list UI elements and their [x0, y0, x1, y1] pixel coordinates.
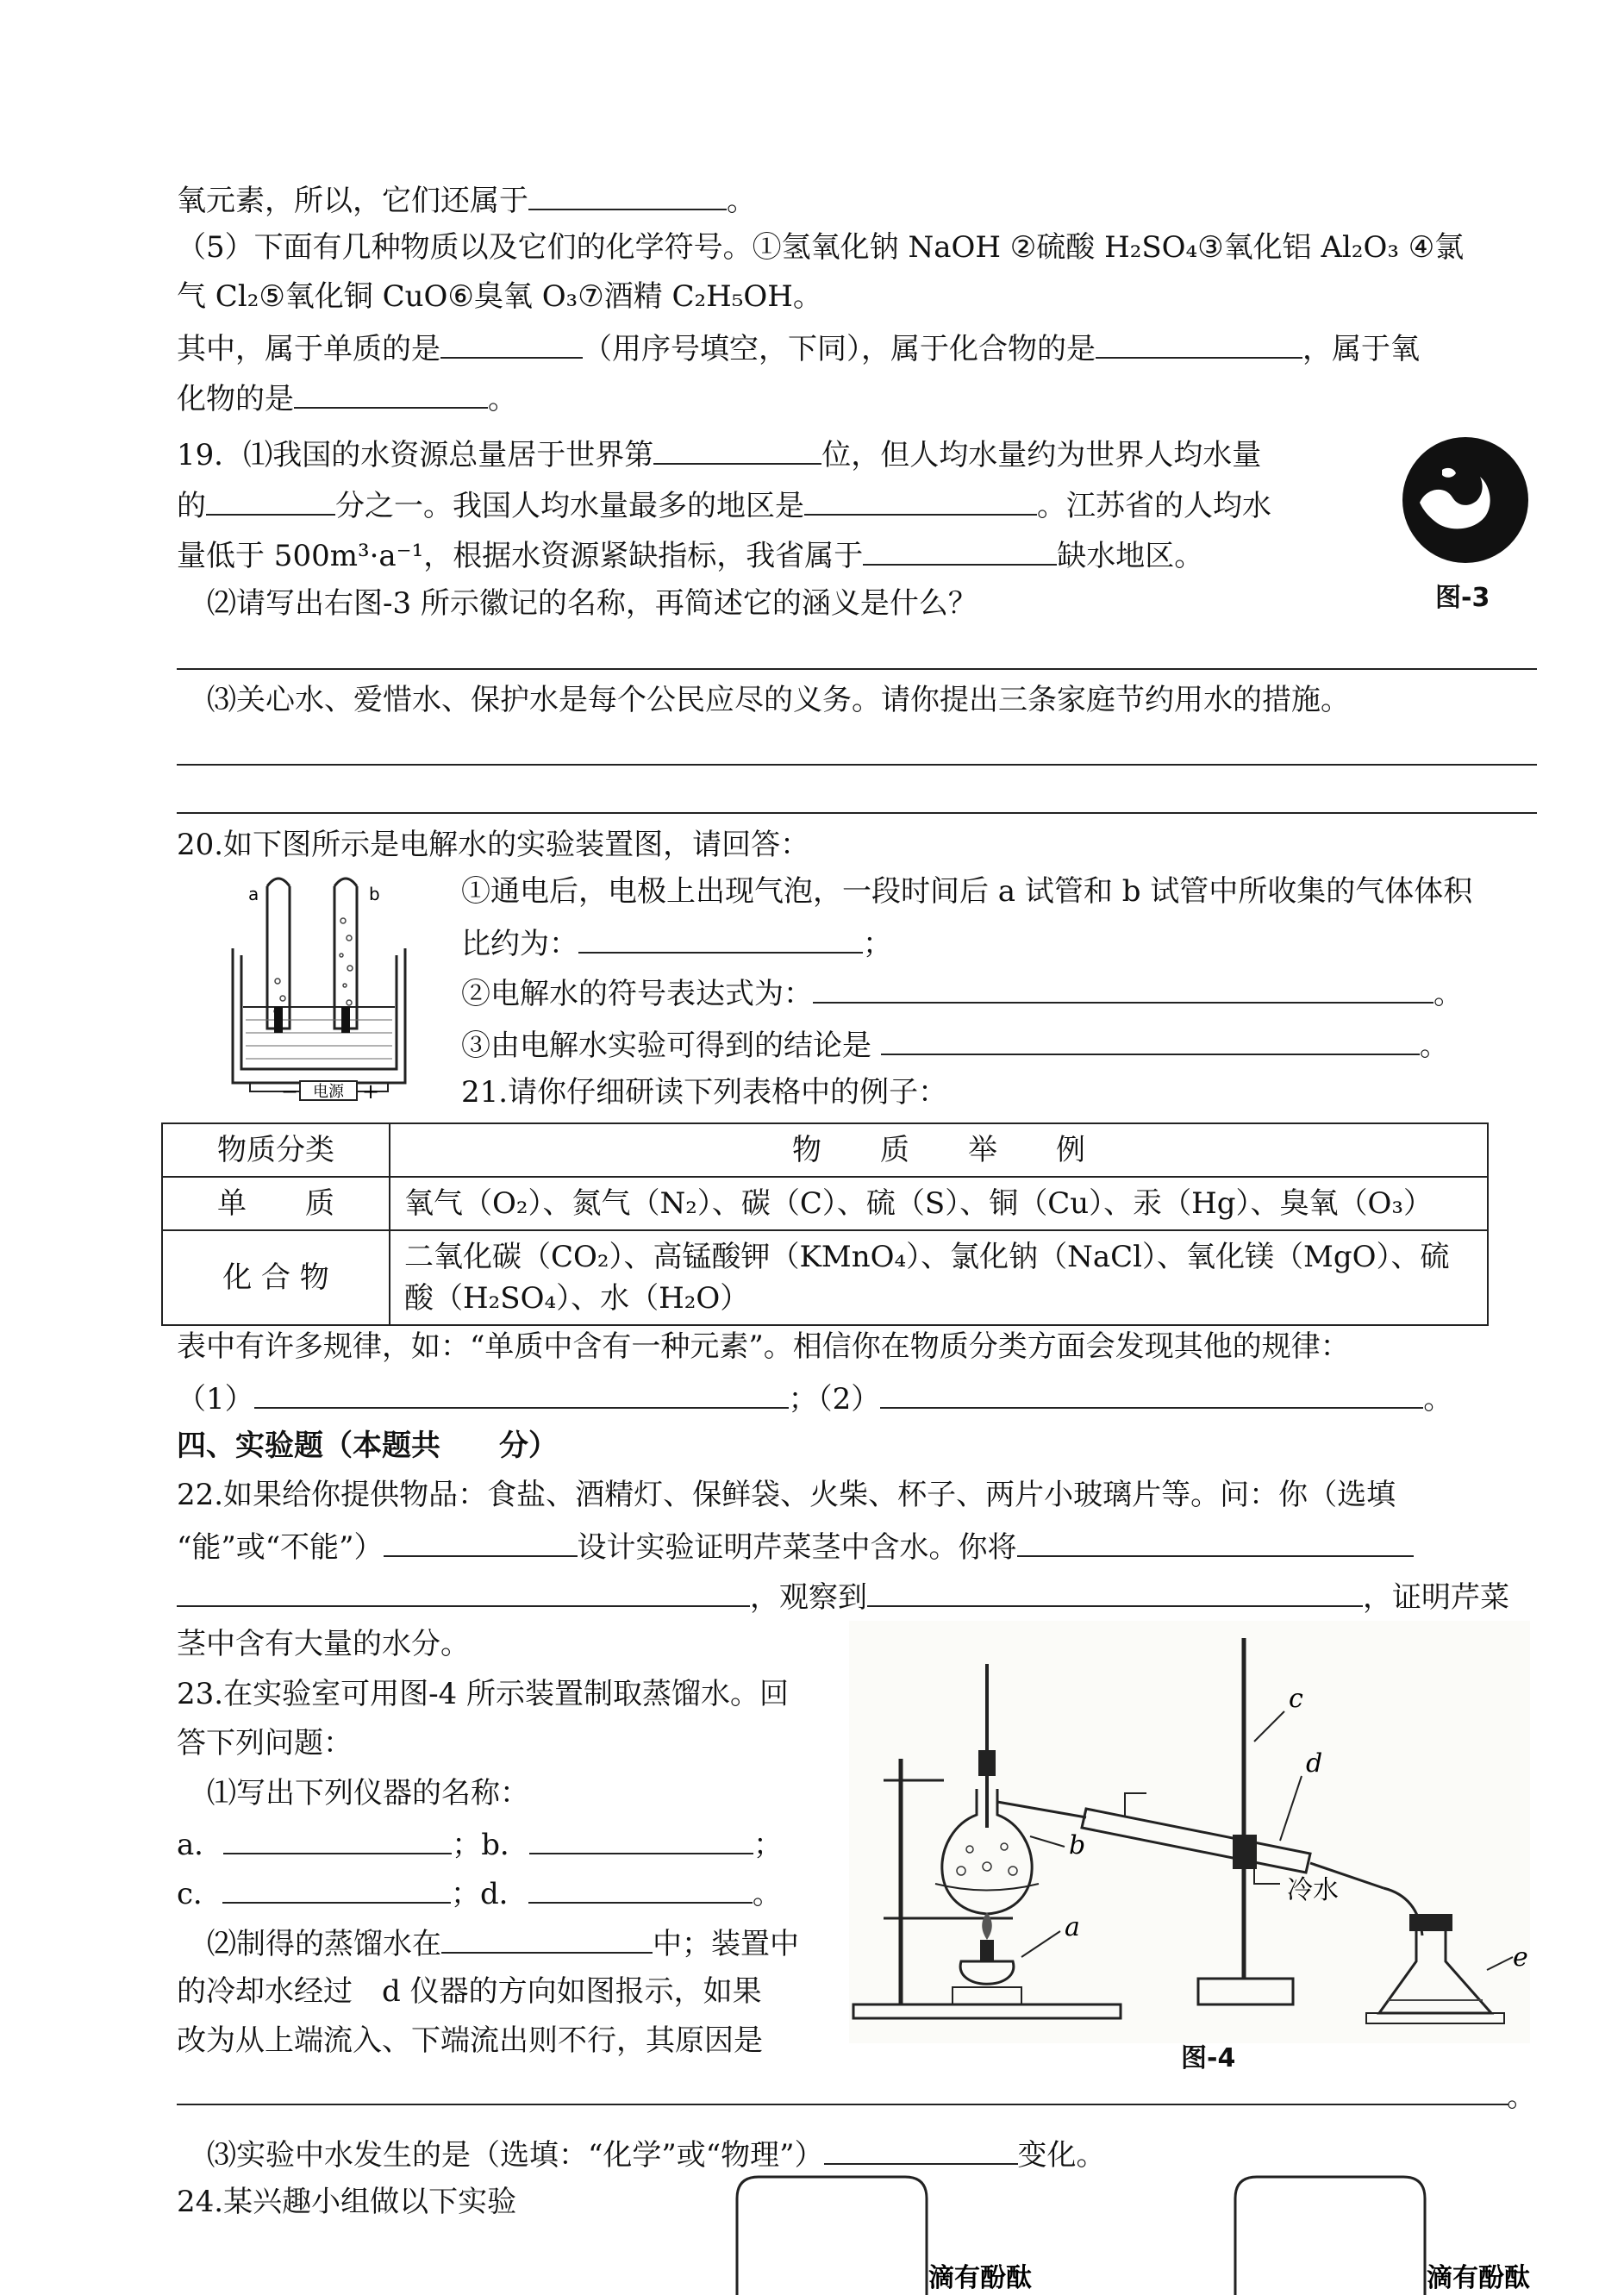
svg-text:c: c — [1289, 1684, 1303, 1714]
tube-b — [334, 879, 357, 1029]
answer-blank[interactable] — [441, 1923, 653, 1954]
answer-line[interactable] — [177, 812, 1537, 814]
substance-classification-table — [161, 1122, 1489, 1326]
distillation-apparatus-diagram — [849, 1621, 1530, 2043]
punct: ； — [863, 927, 892, 961]
q23-part2 — [207, 1923, 799, 1963]
q20-title: 20.如下图所示是电解水的实验装置图，请回答： — [177, 828, 810, 862]
answer-blank[interactable] — [223, 1823, 452, 1854]
punct: 。 — [488, 382, 517, 416]
table-cell: 化 合 物 — [162, 1230, 390, 1325]
answer-blank[interactable] — [813, 972, 1433, 1004]
text: 位，但人均水量约为世界人均水量 — [821, 438, 1262, 472]
electrolysis-apparatus-diagram — [215, 869, 422, 1102]
answer-blank[interactable] — [529, 1823, 753, 1854]
text: （1） — [177, 1382, 254, 1416]
answer-blank[interactable] — [206, 485, 335, 516]
q22-line3 — [177, 1576, 1509, 1617]
punct: 。 — [752, 1877, 782, 1911]
q24-title: 24.某兴趣小组做以下实验 — [177, 2185, 517, 2219]
text: （用序号填空，下同），属于化合物的是 — [583, 332, 1096, 366]
q19-line1 — [177, 434, 1261, 474]
text: 变化。 — [1017, 2138, 1106, 2173]
text: ，属于氧 — [1302, 332, 1420, 366]
answer-line[interactable] — [177, 668, 1537, 670]
q18-5-question-2 — [177, 378, 517, 418]
text: ⑵制得的蒸馏水在 — [207, 1927, 441, 1961]
answer-blank[interactable] — [528, 179, 727, 210]
section-4-heading: 四、实验题（本题共 分） — [177, 1429, 558, 1463]
text: 设计实验证明芹菜茎中含水。你将 — [577, 1530, 1017, 1565]
q20-part1-2 — [461, 922, 892, 963]
answer-blank[interactable] — [294, 378, 488, 409]
q21-answers — [177, 1378, 1452, 1418]
q19-part3: ⑶关心水、爱惜水、保护水是每个公民应尽的义务。请你提出三条家庭节约用水的措施。 — [207, 683, 1350, 717]
text: 中；装置中 — [653, 1927, 799, 1961]
beaker-cover-2 — [1235, 2177, 1425, 2295]
text: 缺水地区。 — [1057, 539, 1204, 573]
q18-5-text-2: 气 Cl₂⑤氧化铜 CuO⑥臭氧 O₃⑦酒精 C₂H₅OH。 — [177, 279, 822, 314]
table-cell-line: 酸（H₂SO₄）、水（H₂O） — [404, 1281, 750, 1316]
answer-blank[interactable] — [653, 434, 821, 465]
text: ；b． — [452, 1828, 530, 1862]
table-cell: 单 质 — [162, 1177, 390, 1230]
beaker — [233, 948, 405, 1083]
q23-part2-2: 的冷却水经过 d 仪器的方向如图报示，如果 — [177, 1974, 762, 2009]
svg-text:+: + — [362, 1079, 380, 1102]
answer-blank[interactable] — [1096, 328, 1302, 359]
figure-4-caption: 图-4 — [1181, 2043, 1236, 2073]
water-saving-emblem-icon — [1401, 435, 1530, 565]
q22-line2 — [177, 1526, 1414, 1566]
text: 量低于 500m³·a⁻¹，根据水资源紧缺指标，我省属于 — [177, 539, 864, 573]
q18-5-question — [177, 328, 1420, 368]
svg-text:b: b — [1069, 1830, 1086, 1860]
svg-text:e: e — [1513, 1942, 1528, 1973]
table-header-cell: 物质分类 — [162, 1123, 390, 1177]
answer-blank[interactable] — [254, 1378, 789, 1409]
tube-b-label: b — [369, 884, 380, 904]
q22-line4: 茎中含有大量的水分。 — [177, 1627, 470, 1661]
q23-line1: 23.在实验室可用图-4 所示装置制取蒸馏水。回 — [177, 1677, 789, 1711]
table-cell: 氧气（O₂）、氮气（N₂）、碳（C）、硫（S）、铜（Cu）、汞（Hg）、臭氧（O₃） — [390, 1177, 1488, 1230]
q23-part1: ⑴写出下列仪器的名称： — [207, 1776, 529, 1810]
svg-text:d: d — [1306, 1748, 1323, 1779]
q23-cd — [177, 1873, 782, 1913]
text: “能”或“不能”） — [177, 1530, 384, 1565]
text: ③由电解水实验可得到的结论是 — [461, 1029, 871, 1063]
text: 19．⑴我国的水资源总量居于世界第 — [177, 438, 654, 472]
q18-text: 氧元素，所以，它们还属于 — [177, 184, 528, 218]
q19-line3 — [177, 535, 1203, 575]
answer-blank[interactable] — [528, 1873, 753, 1904]
text: 比约为： — [461, 927, 578, 961]
answer-blank[interactable] — [384, 1526, 578, 1557]
answer-line[interactable] — [177, 764, 1537, 766]
answer-blank[interactable] — [867, 1576, 1363, 1607]
punct: ； — [753, 1828, 784, 1862]
q19-line2 — [177, 485, 1271, 525]
table-cell — [390, 1230, 1488, 1325]
answer-blank[interactable] — [863, 535, 1057, 566]
answer-blank[interactable] — [804, 485, 1037, 516]
text: 的 — [177, 489, 206, 523]
punct: 。 — [727, 184, 756, 218]
punct: 。 — [1423, 1382, 1453, 1416]
answer-blank[interactable] — [177, 1576, 750, 1607]
answer-blank[interactable] — [578, 922, 863, 954]
svg-text:−: − — [281, 1079, 299, 1102]
phenolphthalein-label-2: 滴有酚酞 — [1427, 2263, 1530, 2293]
text: 其中，属于单质的是 — [177, 332, 440, 366]
figure-3-caption: 图-3 — [1435, 583, 1490, 613]
q20-part2 — [461, 972, 1463, 1013]
answer-blank[interactable] — [222, 1873, 451, 1904]
answer-blank[interactable] — [440, 328, 583, 359]
text: c． — [177, 1877, 223, 1911]
phenolphthalein-label-1: 滴有酚酞 — [928, 2263, 1032, 2293]
punct: 。 — [1433, 977, 1463, 1011]
q20-part3 — [461, 1024, 1449, 1065]
text: ，观察到 — [750, 1580, 867, 1615]
q23-line2: 答下列问题： — [177, 1726, 353, 1760]
q23-part2-3: 改为从上端流入、下端流出则不行，其原因是 — [177, 2023, 763, 2058]
text: a． — [177, 1828, 224, 1862]
q24-experiment-diagram — [728, 2164, 1590, 2295]
text: ⑶实验中水发生的是（选填：“化学”或“物理”） — [207, 2138, 824, 2173]
q22-line1: 22.如果给你提供物品：食盐、酒精灯、保鲜袋、火柴、杯子、两片小玻璃片等。问：你（选填 — [177, 1478, 1396, 1512]
q20-part1: ①通电后，电极上出现气泡，一段时间后 a 试管和 b 试管中所收集的气体体积 — [461, 874, 1473, 909]
text: ②电解水的符号表达式为： — [461, 977, 813, 1011]
table-row — [162, 1230, 1488, 1325]
table-header-row — [162, 1123, 1488, 1177]
answer-blank[interactable] — [1017, 1526, 1414, 1557]
svg-text:a: a — [1065, 1912, 1080, 1942]
text: 。江苏省的人均水 — [1037, 489, 1271, 523]
punct: 。 — [1419, 1029, 1449, 1063]
text: 分之一。我国人均水量最多的地区是 — [335, 489, 804, 523]
text: ；（2） — [788, 1382, 881, 1416]
q18-5-text: （5）下面有几种物质以及它们的化学符号。①氢氧化钠 NaOH ②硫酸 H₂SO₄③氧化铝 Al₂O₃ ④氯 — [177, 230, 1465, 265]
q23-ab — [177, 1823, 783, 1864]
beaker-cover-1 — [737, 2177, 927, 2295]
q21-title: 21.请你仔细研读下列表格中的例子： — [461, 1075, 948, 1110]
text: ，证明芹菜 — [1363, 1580, 1509, 1615]
power-label: 电源 — [313, 1083, 344, 1101]
cold-water-label: 冷水 — [1287, 1875, 1339, 1905]
answer-blank[interactable] — [824, 2134, 1018, 2165]
answer-blank[interactable] — [880, 1378, 1423, 1409]
answer-blank[interactable] — [881, 1024, 1420, 1055]
punct: 。 — [1507, 2079, 1536, 2114]
table-row — [162, 1177, 1488, 1230]
q19-part2: ⑵请写出右图-3 所示徽记的名称，再简述它的涵义是什么？ — [207, 586, 978, 621]
table-header-cell: 物 质 举 例 — [390, 1123, 1488, 1177]
text: 化物的是 — [177, 382, 294, 416]
tube-a — [267, 879, 290, 1029]
text: ；d． — [451, 1877, 528, 1911]
answer-line[interactable] — [177, 2104, 1508, 2105]
q21-question: 表中有许多规律，如：“单质中含有一种元素”。相信你在物质分类方面会发现其他的规律： — [177, 1329, 1350, 1364]
q18-continuation — [177, 179, 756, 220]
tube-a-label: a — [248, 884, 259, 904]
table-cell-line: 二氧化碳（CO₂）、高锰酸钾（KMnO₄）、氯化钠（NaCl）、氧化镁（MgO）、硫 — [404, 1240, 1450, 1274]
